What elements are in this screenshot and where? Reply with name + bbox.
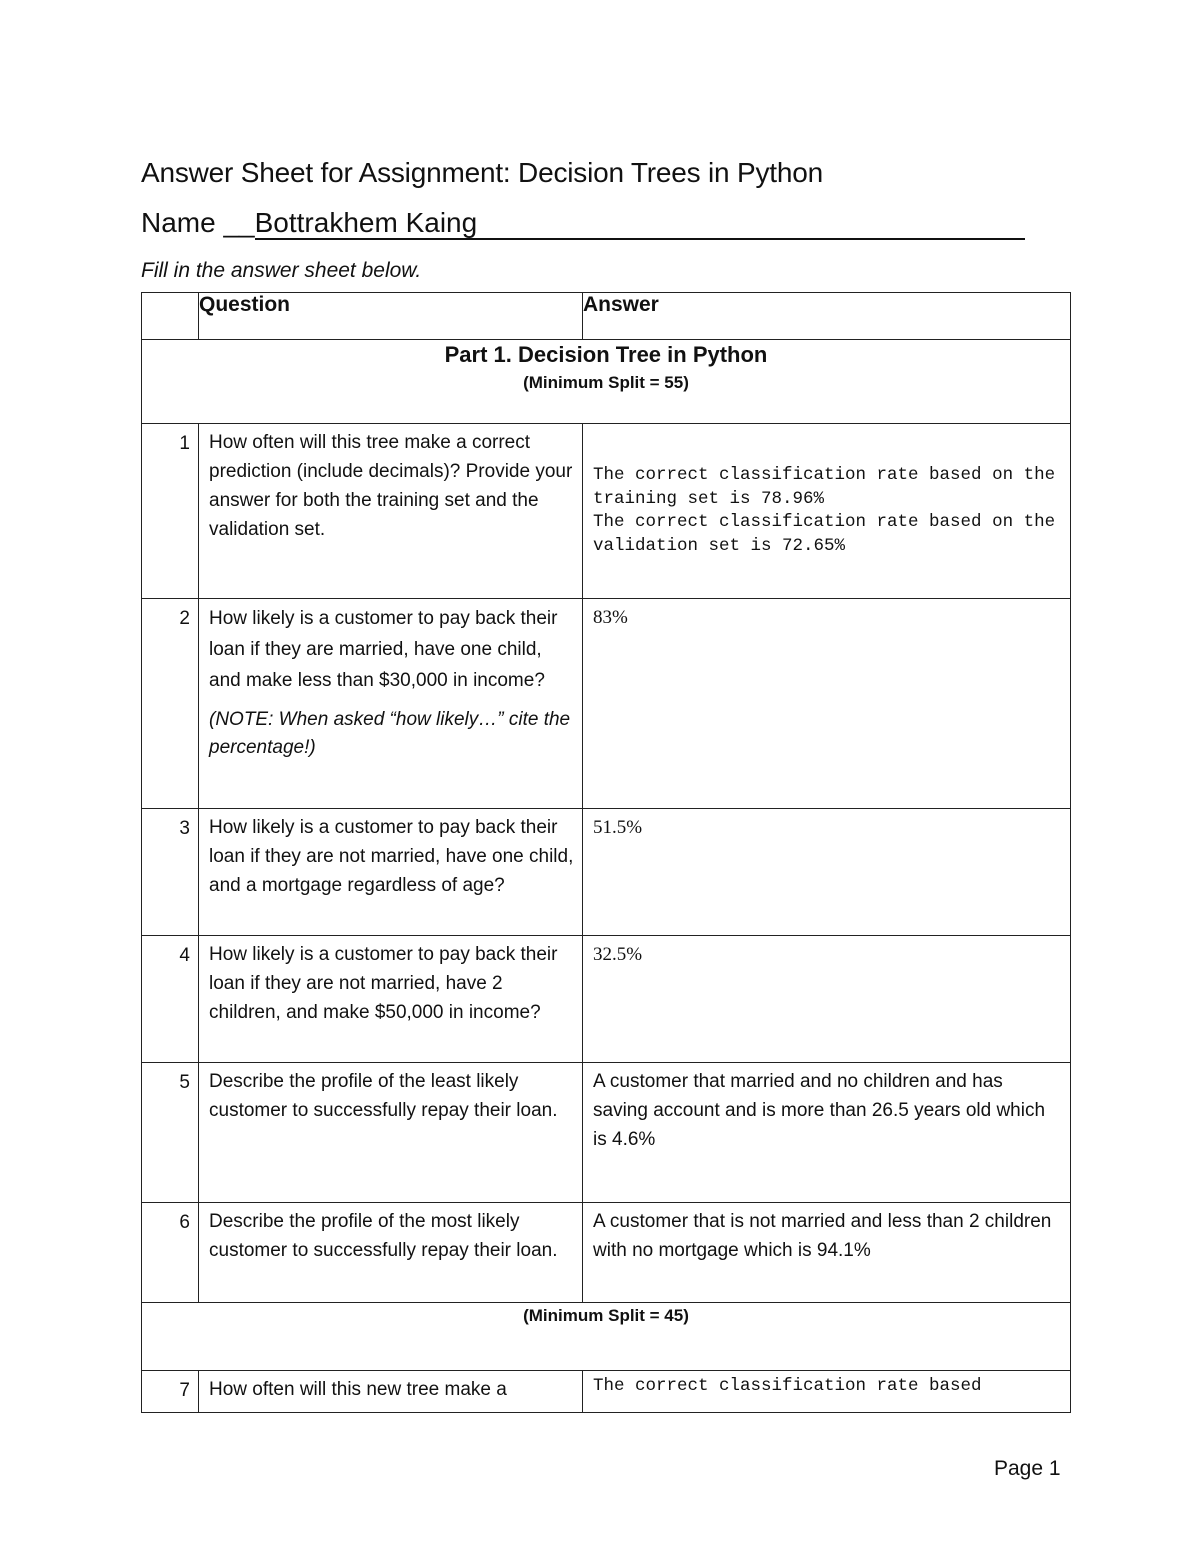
row-number: 4 — [142, 936, 199, 1063]
part1-title: Part 1. Decision Tree in Python — [444, 342, 768, 367]
part2-heading-cell — [142, 1303, 1071, 1371]
row-number: 3 — [142, 809, 199, 936]
table-row — [142, 424, 1071, 599]
question-cell: How often will this new tree make a — [199, 1371, 583, 1413]
name-label: Name __ — [141, 207, 255, 238]
name-value: Bottrakhem Kaing — [255, 208, 1025, 240]
instructions: Fill in the answer sheet below. — [141, 259, 422, 282]
question-cell: How likely is a customer to pay back their loan if they are not married, have 2 children, and make $50,000 in income? — [199, 936, 583, 1063]
name-line — [141, 205, 1025, 241]
question-cell: Describe the profile of the least likely customer to successfully repay their loan. — [199, 1063, 583, 1203]
question-cell: Describe the profile of the most likely customer to successfully repay their loan. — [199, 1203, 583, 1303]
header-answer: Answer — [583, 293, 1071, 340]
answer-cell: A customer that is not married and less than 2 children with no mortgage which is 94.1% — [583, 1203, 1071, 1303]
table-row — [142, 936, 1071, 1063]
row-number: 6 — [142, 1203, 199, 1303]
question-cell — [199, 599, 583, 809]
answer-cell: 83% — [583, 599, 1071, 809]
answer-cell: The correct classification rate based — [583, 1371, 1071, 1413]
header-number-cell — [142, 293, 199, 340]
header-question: Question — [199, 293, 583, 340]
question-cell: How often will this tree make a correct prediction (include decimals)? Provide your answer for both the training set and the validation set. — [199, 424, 583, 599]
page-number: Page 1 — [994, 1457, 1061, 1480]
table-row — [142, 1371, 1071, 1413]
part1-heading-cell — [142, 340, 1071, 424]
part1-heading-row — [142, 340, 1071, 424]
part2-heading-row — [142, 1303, 1071, 1371]
part2-subtitle: (Minimum Split = 45) — [523, 1306, 689, 1325]
answer-cell: 32.5% — [583, 936, 1071, 1063]
answer-cell: The correct classification rate based on the training set is 78.96% The correct classification rate based on the validation set is 72.65% — [583, 424, 1071, 599]
part1-subtitle: (Minimum Split = 55) — [523, 373, 689, 392]
table-row — [142, 809, 1071, 936]
row-number: 5 — [142, 1063, 199, 1203]
table-header-row — [142, 293, 1071, 340]
table-row — [142, 599, 1071, 809]
question-note: (NOTE: When asked “how likely…” cite the percentage!) — [209, 709, 571, 758]
answer-cell: A customer that married and no children and has saving account and is more than 26.5 years old which is 4.6% — [583, 1063, 1071, 1203]
answer-cell: 51.5% — [583, 809, 1071, 936]
row-number: 7 — [142, 1371, 199, 1413]
answer-table — [141, 292, 1071, 1413]
table-row — [142, 1203, 1071, 1303]
table-row — [142, 1063, 1071, 1203]
row-number: 1 — [142, 424, 199, 599]
row-number: 2 — [142, 599, 199, 809]
question-cell: How likely is a customer to pay back their loan if they are not married, have one child, and a mortgage regardless of age? — [199, 809, 583, 936]
document-title: Answer Sheet for Assignment: Decision Trees in Python — [141, 157, 823, 188]
question-text: How likely is a customer to pay back their loan if they are married, have one child, and make less than $30,000 in income? — [209, 608, 558, 691]
